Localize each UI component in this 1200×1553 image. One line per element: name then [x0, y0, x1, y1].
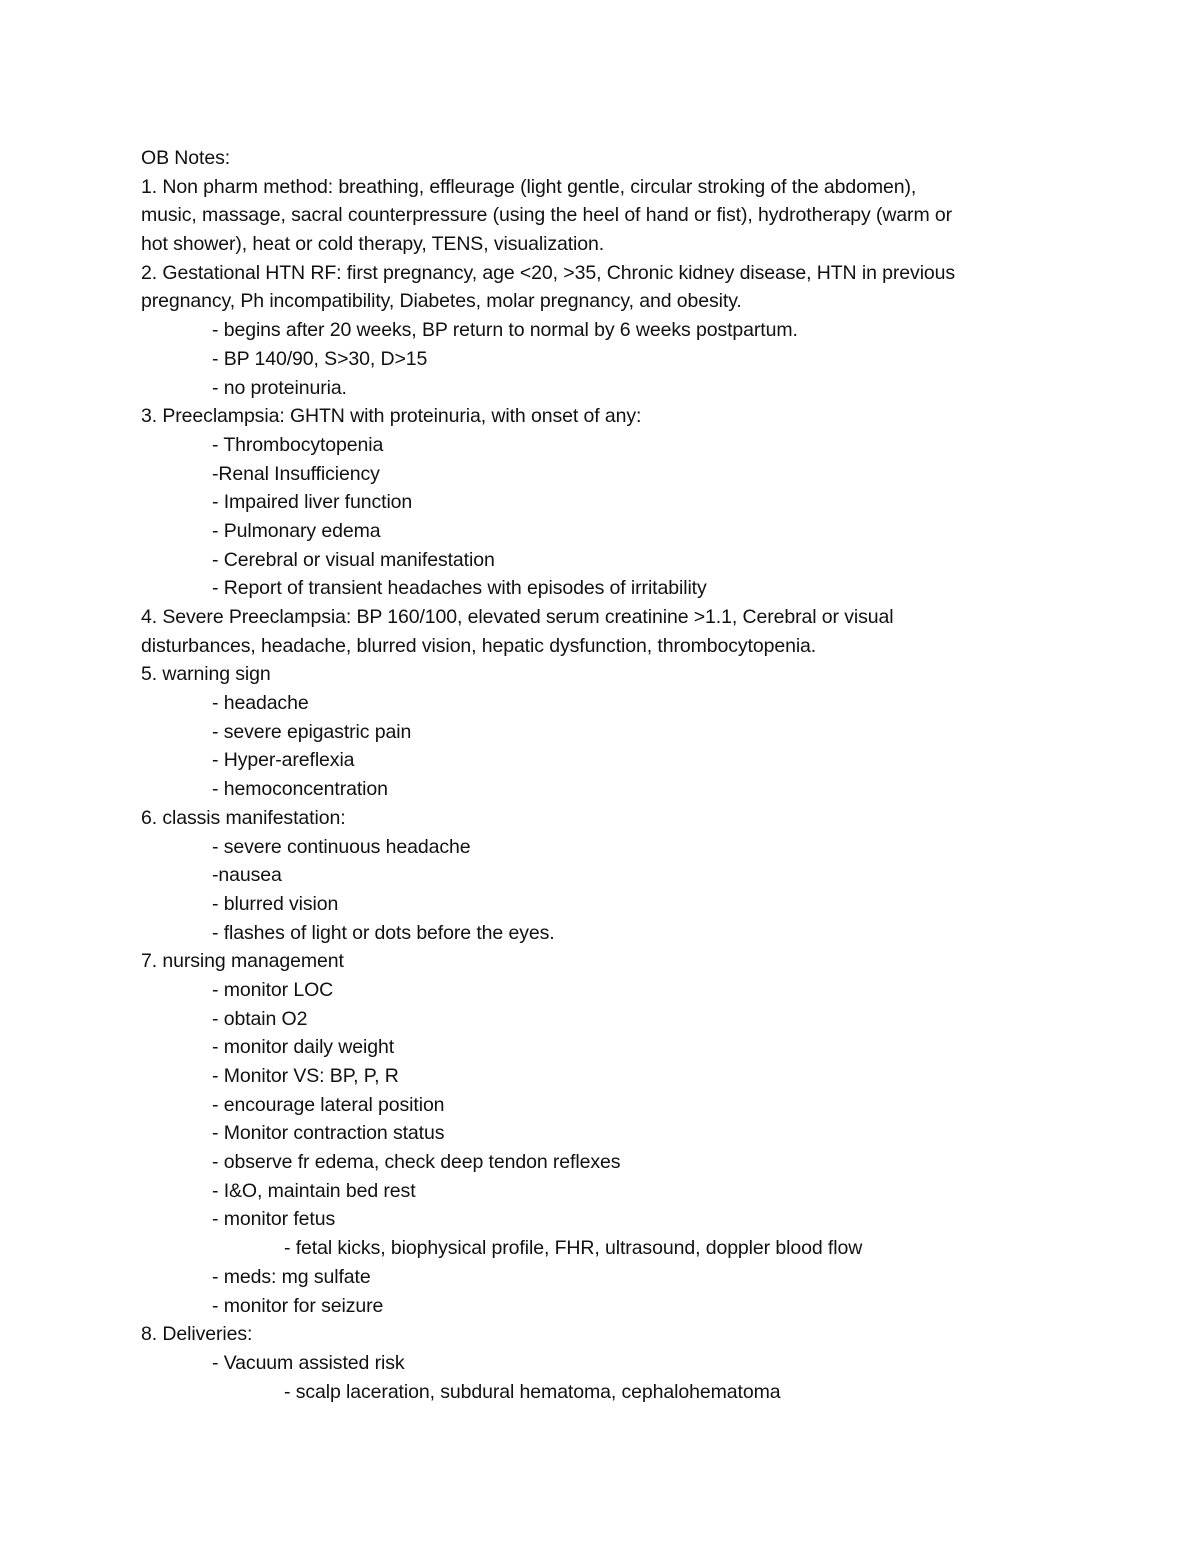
text-line: pregnancy, Ph incompatibility, Diabetes, molar pregnancy, and obesity. [141, 290, 742, 313]
text-line: 8. Deliveries: [141, 1323, 253, 1346]
bullet-line: - hemoconcentration [212, 778, 388, 801]
bullet-line: - monitor LOC [212, 978, 334, 1001]
bullet-line: - Hyper-areflexia [212, 749, 355, 772]
bullet-line: - Vacuum assisted risk [212, 1351, 405, 1374]
text-line: 5. warning sign [141, 663, 271, 686]
bullet-line: - Cerebral or visual manifestation [212, 548, 495, 571]
sub-bullet-line: - scalp laceration, subdural hematoma, cephalohematoma [284, 1380, 781, 1403]
text-line: 6. classis manifestation: [141, 806, 346, 829]
bullet-line: -Renal Insufficiency [212, 462, 380, 485]
sub-bullet-line: - fetal kicks, biophysical profile, FHR, ultrasound, doppler blood flow [284, 1237, 863, 1260]
bullet-line: - monitor fetus [212, 1208, 336, 1231]
text-line: 4. Severe Preeclampsia: BP 160/100, elevated serum creatinine >1.1, Cerebral or visual [141, 606, 894, 628]
bullet-line: - BP 140/90, S>30, D>15 [212, 347, 428, 370]
text-line: disturbances, headache, blurred vision, hepatic dysfunction, thrombocytopenia. [141, 634, 817, 657]
bullet-line: - encourage lateral position [212, 1093, 445, 1116]
bullet-line: - Pulmonary edema [212, 519, 381, 542]
bullet-line: - monitor for seizure [212, 1294, 384, 1317]
bullet-line: - monitor daily weight [212, 1036, 395, 1059]
bullet-line: -nausea [212, 864, 282, 887]
bullet-line: - severe epigastric pain [212, 720, 412, 743]
text-line: 1. Non pharm method: breathing, effleurage (light gentle, circular stroking of the abdomen), [141, 175, 917, 198]
text-line: 7. nursing management [141, 950, 344, 973]
bullet-line: - I&O, maintain bed rest [212, 1179, 416, 1202]
bullet-line: - obtain O2 [212, 1007, 308, 1030]
bullet-line: - begins after 20 weeks, BP return to normal by 6 weeks postpartum. [212, 319, 798, 342]
bullet-line: - Thrombocytopenia [212, 433, 384, 456]
bullet-line: - Monitor contraction status [212, 1122, 445, 1145]
bullet-line: - no proteinuria. [212, 376, 347, 399]
text-line: hot shower), heat or cold therapy, TENS, visualization. [141, 233, 605, 256]
bullet-line: - headache [212, 692, 309, 715]
notes-title: OB Notes: [141, 147, 231, 169]
bullet-line: - Impaired liver function [212, 491, 413, 514]
bullet-line: - meds: mg sulfate [212, 1265, 371, 1288]
bullet-line: - blurred vision [212, 892, 339, 915]
bullet-line: - observe fr edema, check deep tendon reflexes [212, 1151, 621, 1174]
bullet-line: - Report of transient headaches with episodes of irritability [212, 577, 707, 600]
bullet-line: - severe continuous headache [212, 835, 471, 858]
text-line: 3. Preeclampsia: GHTN with proteinuria, with onset of any: [141, 405, 642, 428]
bullet-line: - Monitor VS: BP, P, R [212, 1065, 399, 1087]
text-line: music, massage, sacral counterpressure (using the heel of hand or fist), hydrotherapy (warm or [141, 204, 953, 227]
bullet-line: - flashes of light or dots before the eyes. [212, 921, 555, 944]
notes-body [141, 144, 1061, 1406]
text-line: 2. Gestational HTN RF: first pregnancy, age <20, >35, Chronic kidney disease, HTN in previous [141, 261, 956, 284]
